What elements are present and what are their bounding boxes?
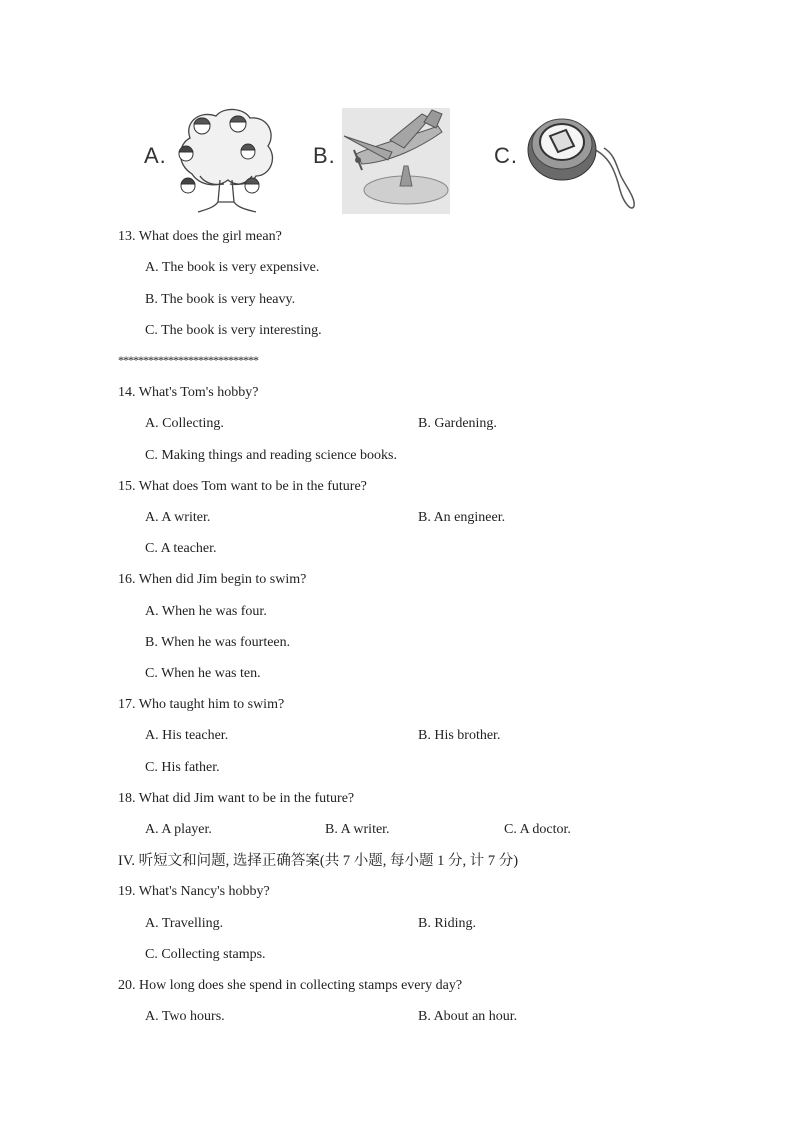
picture-a-label: A. (144, 143, 167, 168)
q15-option-c: C. A teacher. (145, 541, 217, 556)
family-tree-picture (172, 104, 278, 216)
q20-option-b: B. About an hour. (418, 1009, 518, 1024)
question-14: 14. What's Tom's hobby? (118, 385, 259, 400)
question-17: 17. Who taught him to swim? (118, 697, 285, 712)
q16-option-c: C. When he was ten. (145, 666, 261, 681)
q19-option-c: C. Collecting stamps. (145, 947, 266, 962)
q14-option-c: C. Making things and reading science books. (145, 448, 397, 463)
q19-option-a: A. Travelling. (145, 916, 224, 931)
q18-option-a: A. A player. (145, 822, 212, 837)
model-plane-picture (342, 104, 450, 216)
question-13: 13. What does the girl mean? (118, 229, 282, 244)
q14-option-a: A. Collecting. (145, 416, 224, 431)
q13-option-c: C. The book is very interesting. (145, 323, 322, 338)
q17-option-c: C. His father. (145, 760, 220, 775)
separator-stars: **************************** (118, 353, 258, 367)
question-19: 19. What's Nancy's hobby? (118, 884, 270, 899)
section-iv-heading: IV. 听短文和问题, 选择正确答案(共 7 小题, 每小题 1 分, 计 7 分) (118, 853, 519, 869)
question-15: 15. What does Tom want to be in the future? (118, 479, 367, 494)
q17-option-a: A. His teacher. (145, 728, 229, 743)
q14-option-b: B. Gardening. (418, 416, 497, 431)
question-18: 18. What did Jim want to be in the future? (118, 791, 355, 806)
q18-option-b: B. A writer. (325, 822, 390, 837)
q13-option-b: B. The book is very heavy. (145, 292, 296, 307)
picture-c-label: C. (494, 143, 518, 168)
question-20: 20. How long does she spend in collecting stamps every day? (118, 978, 463, 993)
q15-option-a: A. A writer. (145, 510, 211, 525)
q15-option-b: B. An engineer. (418, 510, 506, 525)
q20-option-a: A. Two hours. (145, 1009, 225, 1024)
q17-option-b: B. His brother. (418, 728, 501, 743)
question-16: 16. When did Jim begin to swim? (118, 572, 307, 587)
q16-option-a: A. When he was four. (145, 604, 267, 619)
q16-option-b: B. When he was fourteen. (145, 635, 291, 650)
q13-option-a: A. The book is very expensive. (145, 260, 320, 275)
q18-option-c: C. A doctor. (504, 822, 571, 837)
compass-picture (520, 104, 638, 216)
picture-b-label: B. (313, 143, 336, 168)
q19-option-b: B. Riding. (418, 916, 476, 931)
